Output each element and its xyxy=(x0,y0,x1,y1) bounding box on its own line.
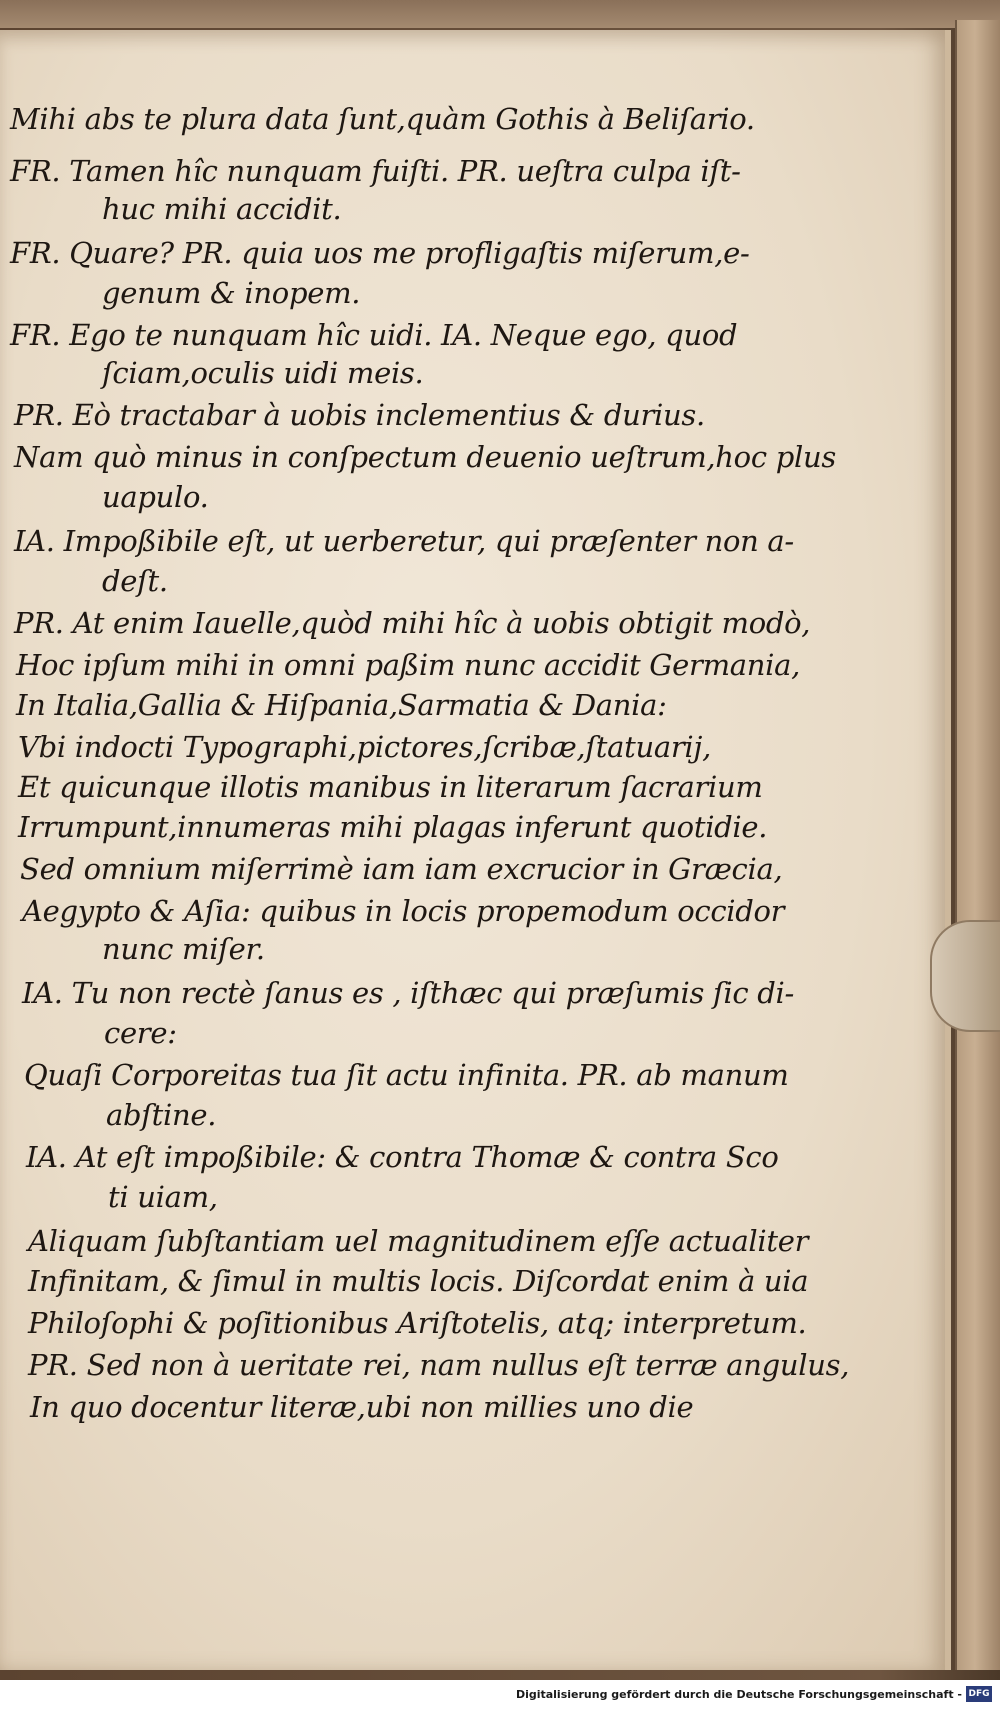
funding-credit: Digitalisierung gefördert durch die Deutsche Forschungsgemeinschaft - xyxy=(515,1688,962,1701)
text-line: Infinitam, & ſimul in multis locis. Diſcordat enim à uia xyxy=(28,1264,809,1298)
book-page xyxy=(0,30,951,1670)
book-cover-edge xyxy=(955,20,1000,1670)
text-line: uapulo. xyxy=(102,480,209,514)
dfg-logo-icon: DFG xyxy=(966,1686,992,1702)
text-line: deſt. xyxy=(102,564,168,598)
text-line: huc mihi accidit. xyxy=(102,192,342,226)
text-line: ſciam,oculis uidi meis. xyxy=(102,356,424,390)
text-line: PR. Eò tractabar à uobis inclementius & durius. xyxy=(14,398,705,432)
text-line: FR. Tamen hîc nunquam fuiſti. PR. ueſtra culpa iſt- xyxy=(10,154,741,188)
text-line: FR. Quare? PR. quia uos me profligaſtis miſerum,e- xyxy=(10,236,750,270)
text-line: Mihi abs te plura data ſunt,quàm Gothis à Beliſario. xyxy=(10,102,755,136)
text-line: Nam quò minus in conſpectum deuenio ueſtrum,hoc plus xyxy=(14,440,836,474)
text-line: abſtine. xyxy=(106,1098,217,1132)
text-line: Aegypto & Aſia: quibus in locis propemodum occidor xyxy=(22,894,785,928)
book-clasp xyxy=(930,920,1000,1032)
text-line: In quo docentur literæ,ubi non millies uno die xyxy=(30,1390,694,1424)
text-line: PR. At enim Iauelle,quòd mihi hîc à uobis obtigit modò, xyxy=(14,606,811,640)
text-line: Quaſi Corporeitas tua ſit actu infinita. PR. ab manum xyxy=(24,1058,789,1092)
text-line: FR. Ego te nunquam hîc uidi. IA. Neque ego, quod xyxy=(10,318,738,352)
text-line: IA. Impoßibile eſt, ut uerberetur, qui præſenter non a- xyxy=(14,524,794,558)
text-line: cere: xyxy=(104,1016,177,1050)
text-line: Sed omnium miſerrimè iam iam excrucior in Græcia, xyxy=(20,852,783,886)
text-line: Philoſophi & poſitionibus Ariſtotelis, atq; interpretum. xyxy=(28,1306,807,1340)
text-line: genum & inopem. xyxy=(102,276,361,310)
text-line: PR. Sed non à ueritate rei, nam nullus eſt terræ angulus, xyxy=(28,1348,850,1382)
text-line: IA. At eſt impoßibile: & contra Thomæ & contra Sco xyxy=(26,1140,779,1174)
text-line: IA. Tu non rectè ſanus es , iſthæc qui præſumis ſic di- xyxy=(22,976,794,1010)
book-edge-top xyxy=(0,0,1000,28)
text-line: nunc miſer. xyxy=(102,932,265,966)
text-line: Aliquam ſubſtantiam uel magnitudinem eſſe actualiter xyxy=(28,1224,809,1258)
text-line: Vbi indocti Typographi,pictores,ſcribæ,ſtatuarij, xyxy=(18,730,711,764)
text-line: Hoc ipſum mihi in omni paßim nunc accidit Germania, xyxy=(16,648,801,682)
text-line: In Italia,Gallia & Hiſpania,Sarmatia & Dania: xyxy=(16,688,667,722)
text-line: Et quicunque illotis manibus in literarum ſacrarium xyxy=(18,770,763,804)
text-line: Irrumpunt,innumeras mihi plagas inferunt quotidie. xyxy=(18,810,768,844)
text-line: ti uiam, xyxy=(108,1180,218,1214)
